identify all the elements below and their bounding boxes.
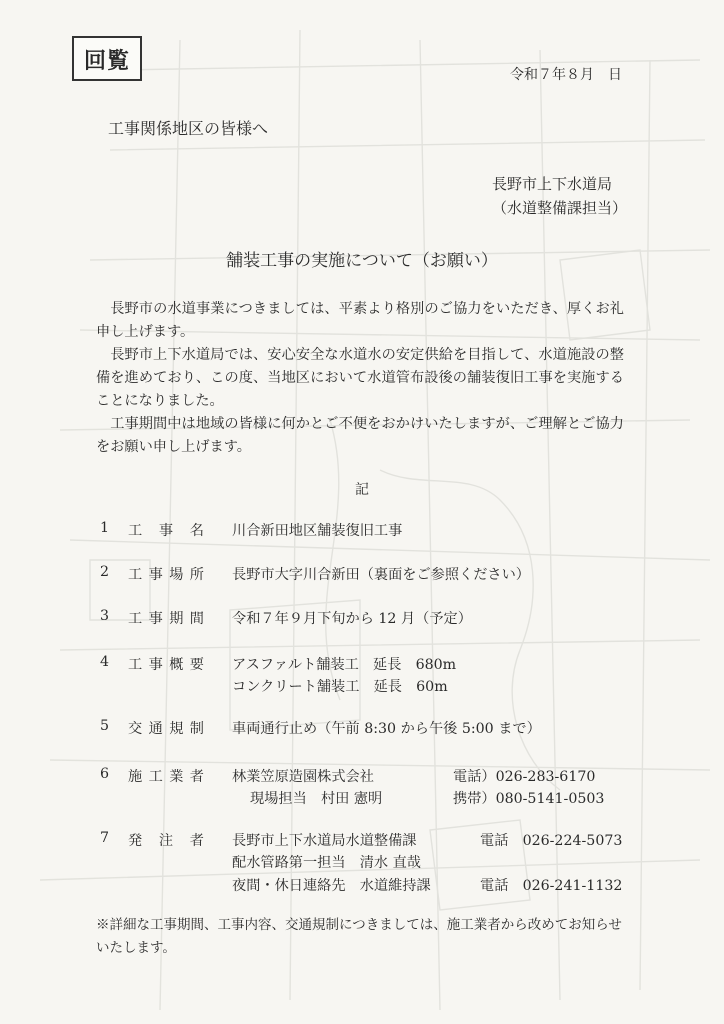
contractor-mobile: 携帯）080-5141-0503 [453,791,605,807]
client-person: 配水管路第一担当 清水 直哉 [232,855,421,871]
item-label: 工事概要 [128,657,204,673]
item-number: 7 [100,830,110,846]
client-phone: 電話 026-224-5073 [480,833,623,849]
item-value: 長野市大字川合新田（裏面をご参照ください） [232,567,530,583]
paragraph-2: 長野市上下水道局では、安心安全な水道水の安定供給を目指して、水道施設の整備を進めており、この度、当地区において水道管布設後の舗装復旧工事を実施することになりました。 [96,347,624,409]
item-value: 令和７年９月下旬から 12 月（予定） [232,611,472,627]
item-number: 3 [100,608,110,624]
contractor-phone: 電話）026-283-6170 [453,769,596,785]
item-value-concrete: コンクリート舗装工 延長 60m [232,679,448,695]
item-number: 5 [100,718,110,734]
document-title: 舗装工事の実施について（お願い） [226,251,498,271]
item-label: 交通規制 [128,721,204,737]
night-holiday-contact: 夜間・休日連絡先 水道維持課 [232,878,431,894]
paragraph-3: 工事期間中は地域の皆様に何かとご不便をおかけいたしますが、ご理解とご協力をお願い申し上げます。 [96,416,624,455]
contractor-company: 林業笠原造園株式会社 [232,769,374,785]
document-date: 令和７年８月 日 [510,67,622,83]
night-holiday-phone: 電話 026-241-1132 [480,878,623,894]
item-number: 6 [100,766,110,782]
item-value: 川合新田地区舗装復旧工事 [232,523,403,539]
footnote: ※詳細な工事期間、工事内容、交通規制につきましては、施工業者から改めてお知らせいたします。 [96,917,622,956]
sender-department: （水道整備課担当） [492,199,628,217]
addressee: 工事関係地区の皆様へ [108,119,269,138]
item-number: 2 [100,564,110,580]
item-value: 車両通行止め（午前 8:30 から午後 5:00 まで） [232,721,541,737]
item-label: 工事期間 [128,611,204,627]
item-label: 施工業者 [128,769,204,785]
item-number: 1 [100,520,110,536]
client-department: 長野市上下水道局水道整備課 [232,833,417,849]
item-number: 4 [100,654,110,670]
kairan-stamp: 回覧 [72,36,142,81]
sender-name: 長野市上下水道局 [492,175,613,193]
item-label: 発注者 [128,833,204,849]
item-label: 工事場所 [128,567,204,583]
paragraph-1: 長野市の水道事業につきましては、平素より格別のご協力をいただき、厚くお礼申し上げます。 [96,301,624,340]
item-label: 工事名 [128,523,204,539]
contractor-site-manager: 現場担当 村田 憲明 [250,791,383,807]
ki-heading: 記 [355,482,369,498]
item-value-asphalt: アスファルト舗装工 延長 680m [232,657,457,673]
body-text [96,298,624,459]
sender-block [492,172,627,220]
